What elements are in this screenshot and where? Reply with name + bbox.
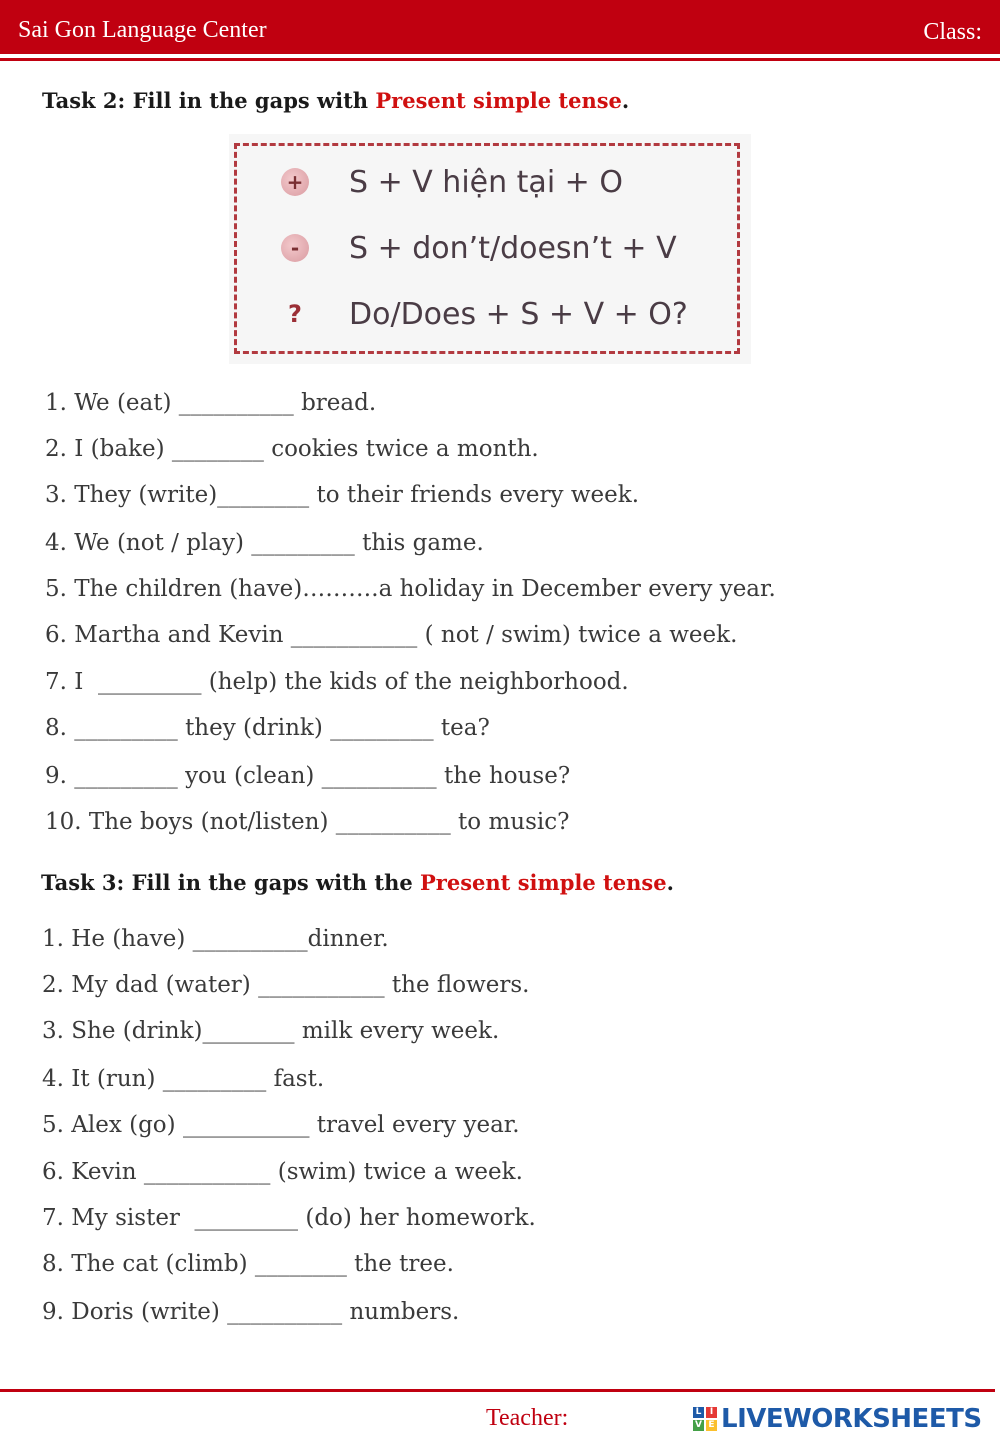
task3-item-4[interactable]: 4. It (run) _________ fast. — [42, 1066, 325, 1092]
task3-item-7[interactable]: 7. My sister _________ (do) her homework. — [42, 1205, 536, 1231]
task2-item-4[interactable]: 4. We (not / play) _________ this game. — [45, 530, 484, 556]
question-icon: ? — [288, 300, 302, 328]
teacher-label: Teacher: — [486, 1405, 569, 1431]
formula-image — [229, 134, 751, 364]
formula-row-question — [281, 294, 688, 334]
center-name: Sai Gon Language Center — [18, 17, 267, 43]
task2-title-prefix: Task 2: Fill in the gaps with — [42, 88, 376, 113]
task2-title — [42, 88, 629, 113]
formula-negative: S + don’t/doesn’t + V — [349, 230, 677, 266]
task2-item-3[interactable]: 3. They (write)________ to their friends every week. — [45, 482, 640, 508]
task2-item-6[interactable]: 6. Martha and Kevin ___________ ( not / swim) twice a week. — [45, 622, 738, 648]
logo-text: LIVEWORKSHEETS — [721, 1404, 982, 1434]
logo-letter: L — [693, 1407, 704, 1418]
task2-title-suffix: . — [621, 88, 630, 113]
logo-letter: I — [706, 1407, 717, 1418]
task2-title-highlight: Present simple tense — [375, 88, 622, 113]
task3-title-prefix: Task 3: Fill in the gaps with the — [41, 870, 421, 895]
task2-item-1[interactable]: 1. We (eat) __________ bread. — [45, 390, 377, 416]
task3-title-highlight: Present simple tense — [420, 870, 667, 895]
header-bar — [0, 0, 1000, 54]
task3-item-5[interactable]: 5. Alex (go) ___________ travel every year. — [42, 1112, 520, 1138]
logo-letter: V — [693, 1420, 704, 1431]
formula-affirmative: S + V hiện tại + O — [349, 164, 623, 200]
task3-title — [41, 870, 674, 895]
task2-item-7[interactable]: 7. I _________ (help) the kids of the neighborhood. — [45, 669, 629, 695]
task3-item-2[interactable]: 2. My dad (water) ___________ the flowers. — [42, 972, 530, 998]
logo-letter: E — [706, 1420, 717, 1431]
footer-divider — [0, 1389, 995, 1392]
formula-question: Do/Does + S + V + O? — [349, 296, 688, 332]
task3-item-6[interactable]: 6. Kevin ___________ (swim) twice a week. — [42, 1159, 523, 1185]
task3-title-suffix: . — [666, 870, 674, 895]
task3-item-3[interactable]: 3. She (drink)________ milk every week. — [42, 1018, 500, 1044]
task3-item-9[interactable]: 9. Doris (write) __________ numbers. — [42, 1299, 460, 1325]
task3-item-8[interactable]: 8. The cat (climb) ________ the tree. — [42, 1251, 454, 1277]
plus-icon: + — [281, 168, 309, 196]
liveworksheets-logo — [693, 1404, 982, 1434]
minus-icon: - — [281, 234, 309, 262]
formula-box — [234, 143, 740, 354]
task2-item-10[interactable]: 10. The boys (not/listen) __________ to music? — [45, 809, 570, 835]
task2-item-8[interactable]: 8. _________ they (drink) _________ tea? — [45, 715, 490, 741]
formula-row-affirmative — [281, 162, 623, 202]
task2-item-2[interactable]: 2. I (bake) ________ cookies twice a month. — [45, 436, 539, 462]
logo-grid-icon — [693, 1407, 717, 1431]
formula-row-negative — [281, 228, 677, 268]
header-divider — [0, 58, 1000, 61]
task3-item-1[interactable]: 1. He (have) __________dinner. — [42, 926, 389, 952]
task2-item-9[interactable]: 9. _________ you (clean) __________ the house? — [45, 763, 571, 789]
class-label: Class: — [923, 19, 982, 45]
task2-item-5[interactable]: 5. The children (have)……….a holiday in December every year. — [45, 576, 776, 602]
